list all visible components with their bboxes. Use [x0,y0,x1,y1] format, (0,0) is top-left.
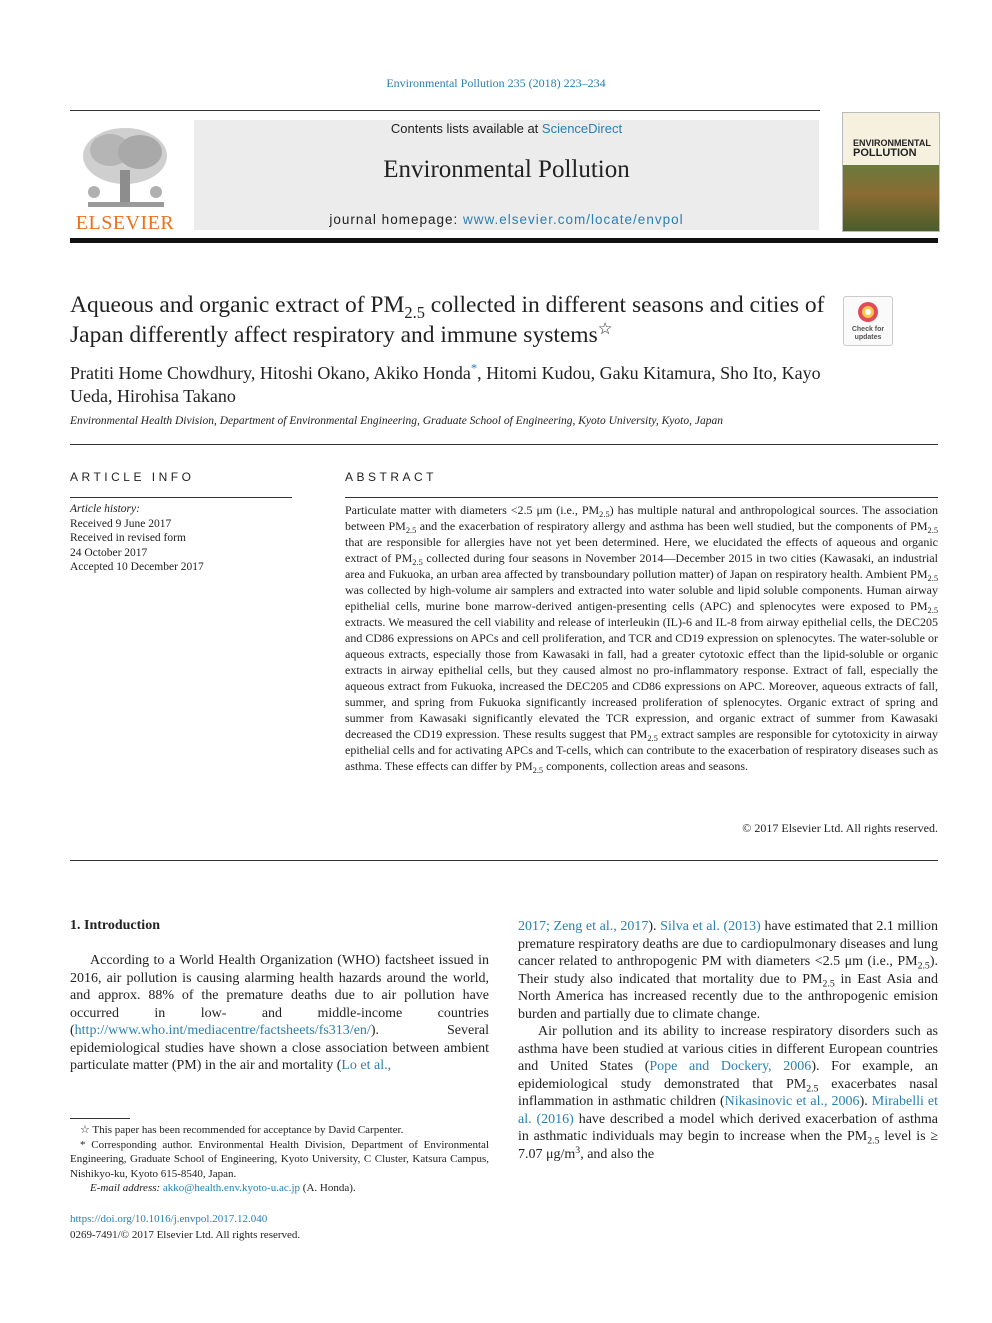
cover-title-line1: ENVIRONMENTAL [853,138,931,148]
check-for-updates-button[interactable] [843,296,893,346]
journal-title: Environmental Pollution [383,156,630,183]
affiliation: Environmental Health Division, Department of Environmental Engineering, Graduate School of Engineering, Kyoto University, Kyoto, Japan [70,415,723,427]
journal-reference[interactable]: Environmental Pollution 235 (2018) 223–234 [386,76,606,90]
title-footnote-mark[interactable]: ☆ [597,318,613,338]
author-list: Pratiti Home Chowdhury, Hitoshi Okano, Akiko Honda*, Hitomi Kudou, Gaku Kitamura, Sho Ito, Kayo Ueda, Hirohisa Takano [70,361,821,406]
check-updates-icon [844,297,892,345]
citation-nikasinovic[interactable]: Nikasinovic et al., 2006 [724,1094,860,1109]
doi-link[interactable]: https://doi.org/10.1016/j.envpol.2017.12.040 [70,1213,268,1225]
history-revised: Received in revised form [70,532,186,544]
article-info-heading: ARTICLE INFO [70,470,195,484]
contents-line [194,121,819,136]
article-title: Aqueous and organic extract of $PM_{2.5}$ collected in different seasons and cities of Japan differently affect respiratory and immune systems☆ [70,292,825,348]
citation-lo-zeng[interactable]: 2017; Zeng et al., 2017 [518,919,649,934]
contents-prefix: Contents lists available at [390,121,542,136]
publisher-name: ELSEVIER [75,212,175,234]
article-history [70,502,292,575]
intro-right-column [518,918,938,1163]
doi-block [70,1211,300,1243]
email-link[interactable]: akko@health.env.kyoto-u.ac.jp [162,1182,301,1194]
who-factsheet-link[interactable]: http://www.who.int/mediacentre/factsheets/fs313/en/ [74,1023,371,1038]
header-thick-rule [70,238,938,243]
intro-left-column [70,952,489,1075]
history-revised-date: 24 October 2017 [70,546,148,559]
affiliation-rule [70,444,938,445]
journal-homepage [194,212,819,227]
intro-paragraph-1: According to a World Health Organization (WHO) factsheet issued in 2016, air pollution is causing alarming health hazards around the world, and approx. 88% of the premature deaths due to air pollution have occurred in low- and middle-income countries (http://www.who.int/mediacentre/factsheets/fs313/en/). Several epidemiological studies have shown a close association between ambient particulate matter (PM) in the air and mortality (Lo et al., [70,953,489,1073]
abstract-heading: ABSTRACT [345,470,438,484]
citation-pope[interactable]: Pope and Dockery, 2006 [649,1059,812,1074]
history-received: Received 9 June 2017 [70,517,172,530]
history-label: Article history: [70,503,140,515]
badge-line1: Check for [851,326,885,333]
cover-title-line2: POLLUTION [853,147,917,159]
abstract-copyright: © 2017 Elsevier Ltd. All rights reserved. [742,821,938,835]
corresponding-author-mark[interactable]: * [470,361,478,376]
issn-line: 0269-7491/© 2017 Elsevier Ltd. All rights reserved. [70,1229,301,1241]
header-rule [70,110,820,111]
intro-paragraph-2: Air pollution and its ability to increase respiratory disorders such as asthma have been studied at various cities in different European countries and United States (Pope and Dockery, 2006). For example, an epidemiological study demonstrated that $PM_{2.5}$ exacerbates nasal inflammation in asthmatic children (Nikasinovic et al., 2006). Mirabelli et al. (2016) have described a model which derived exacerbation of asthma in asthmatic individuals may begin to increase when the $PM_{2.5}$ level is ≥ 7.07 $\mu g/m^3$, and also the [518,1024,938,1162]
abstract-rule [345,497,938,498]
footnotes [70,1123,489,1196]
citation-lo[interactable]: Lo et al., [341,1058,392,1073]
journal-cover [842,112,940,232]
footnote-recommendation: ☆ This paper has been recommended for acceptance by David Carpenter. [80,1124,404,1136]
footnote-corresponding: * Corresponding author. Environmental Health Division, Department of Environmental Engineering, Graduate School of Engineering, Kyoto University, C Cluster, Katsura Campus, Nishikyo-ku, Kyoto 615-8540, Japan. [70,1138,489,1180]
section-heading-introduction: 1. Introduction [70,918,160,933]
homepage-prefix: journal homepage: [329,212,463,227]
abstract-text: Particulate matter with diameters <2.5 μm (i.e., $PM_{2.5}$) has multiple natural and anthropological sources. The association between $PM_{2.5}$ and the exacerbation of respiratory allergy and asthma has been well studied, but the components of $PM_{2.5}$ that are responsible for allergies have not yet been determined. Here, we elucidated the effects of aqueous and organic extract of $PM_{2.5}$ collected during four seasons in November 2014—December 2015 in two cities (Kawasaki, an industrial area and Fukuoka, an urban area affected by transboundary pollution matter) of Japan on respiratory health. Ambient $PM_{2.5}$ was collected by high-volume air samplers and extracted into water soluble and lipid soluble components. Human airway epithelial cells, murine bone marrow-derived antigen-presenting cells (APC) and splenocytes were exposed to $PM_{2.5}$ extracts. We measured the cell viability and release of interleukin (IL)-6 and IL-8 from airway epithelial cells, the DEC205 and CD86 expressions on APCs and cell proliferation, and TCR and CD19 expression on splenocytes. The water-soluble or aqueous extracts, especially those from Kawasaki in fall, had a greater cytotoxic effect than the lipid-soluble or organic extracts in airway epithelial cells, but they caused almost no pro-inflammatory response. Extract of fall, especially the aqueous extract from Fukuoka, increased the DEC205 and CD86 expressions on APC. Moreover, aqueous extracts of fall, summer, and spring from Fukuoka significantly increased proliferation of splenocytes. Organic extract of spring and summer from Kawasaki significantly elevated the TCR expression, and organic extract of summer from Kawasaki decreased the CD19 expression. These results suggest that $PM_{2.5}$ extract samples are responsible for cytotoxicity in airway epithelial cells and for activating APCs and T-cells, which can contribute to the exacerbation of respiratory diseases such as asthma. These effects can differ by $PM_{2.5}$ components, collection areas and seasons. [345,503,938,775]
citation-silva[interactable]: Silva et al. (2013) [660,919,761,934]
abstract-bottom-rule [70,860,938,861]
homepage-link[interactable]: www.elsevier.com/locate/envpol [463,212,684,227]
badge-line2: updates [854,334,882,341]
history-accepted: Accepted 10 December 2017 [70,561,204,573]
intro-paragraph-1-cont: 2017; Zeng et al., 2017). Silva et al. (2013) have estimated that 2.1 million premature respiratory deaths are due to cardiopulmonary diseases and lung cancer related to anthropogenic PM with diameters <2.5 μm (i.e., $PM_{2.5}$). Their study also indicated that mortality due to $PM_{2.5}$ in East Asia and North America has increased recently due to the anthropogenic emision burden and partially due to climate change. [518,919,938,1022]
sciencedirect-link[interactable]: ScienceDirect [541,121,623,136]
citation-mirabelli[interactable]: Mirabelli et al. (2016) [518,1094,938,1127]
footnote-rule [70,1118,130,1119]
article-info-rule [70,497,292,498]
footnote-email: E-mail address: akko@health.env.kyoto-u.ac.jp (A. Honda). [90,1182,356,1194]
